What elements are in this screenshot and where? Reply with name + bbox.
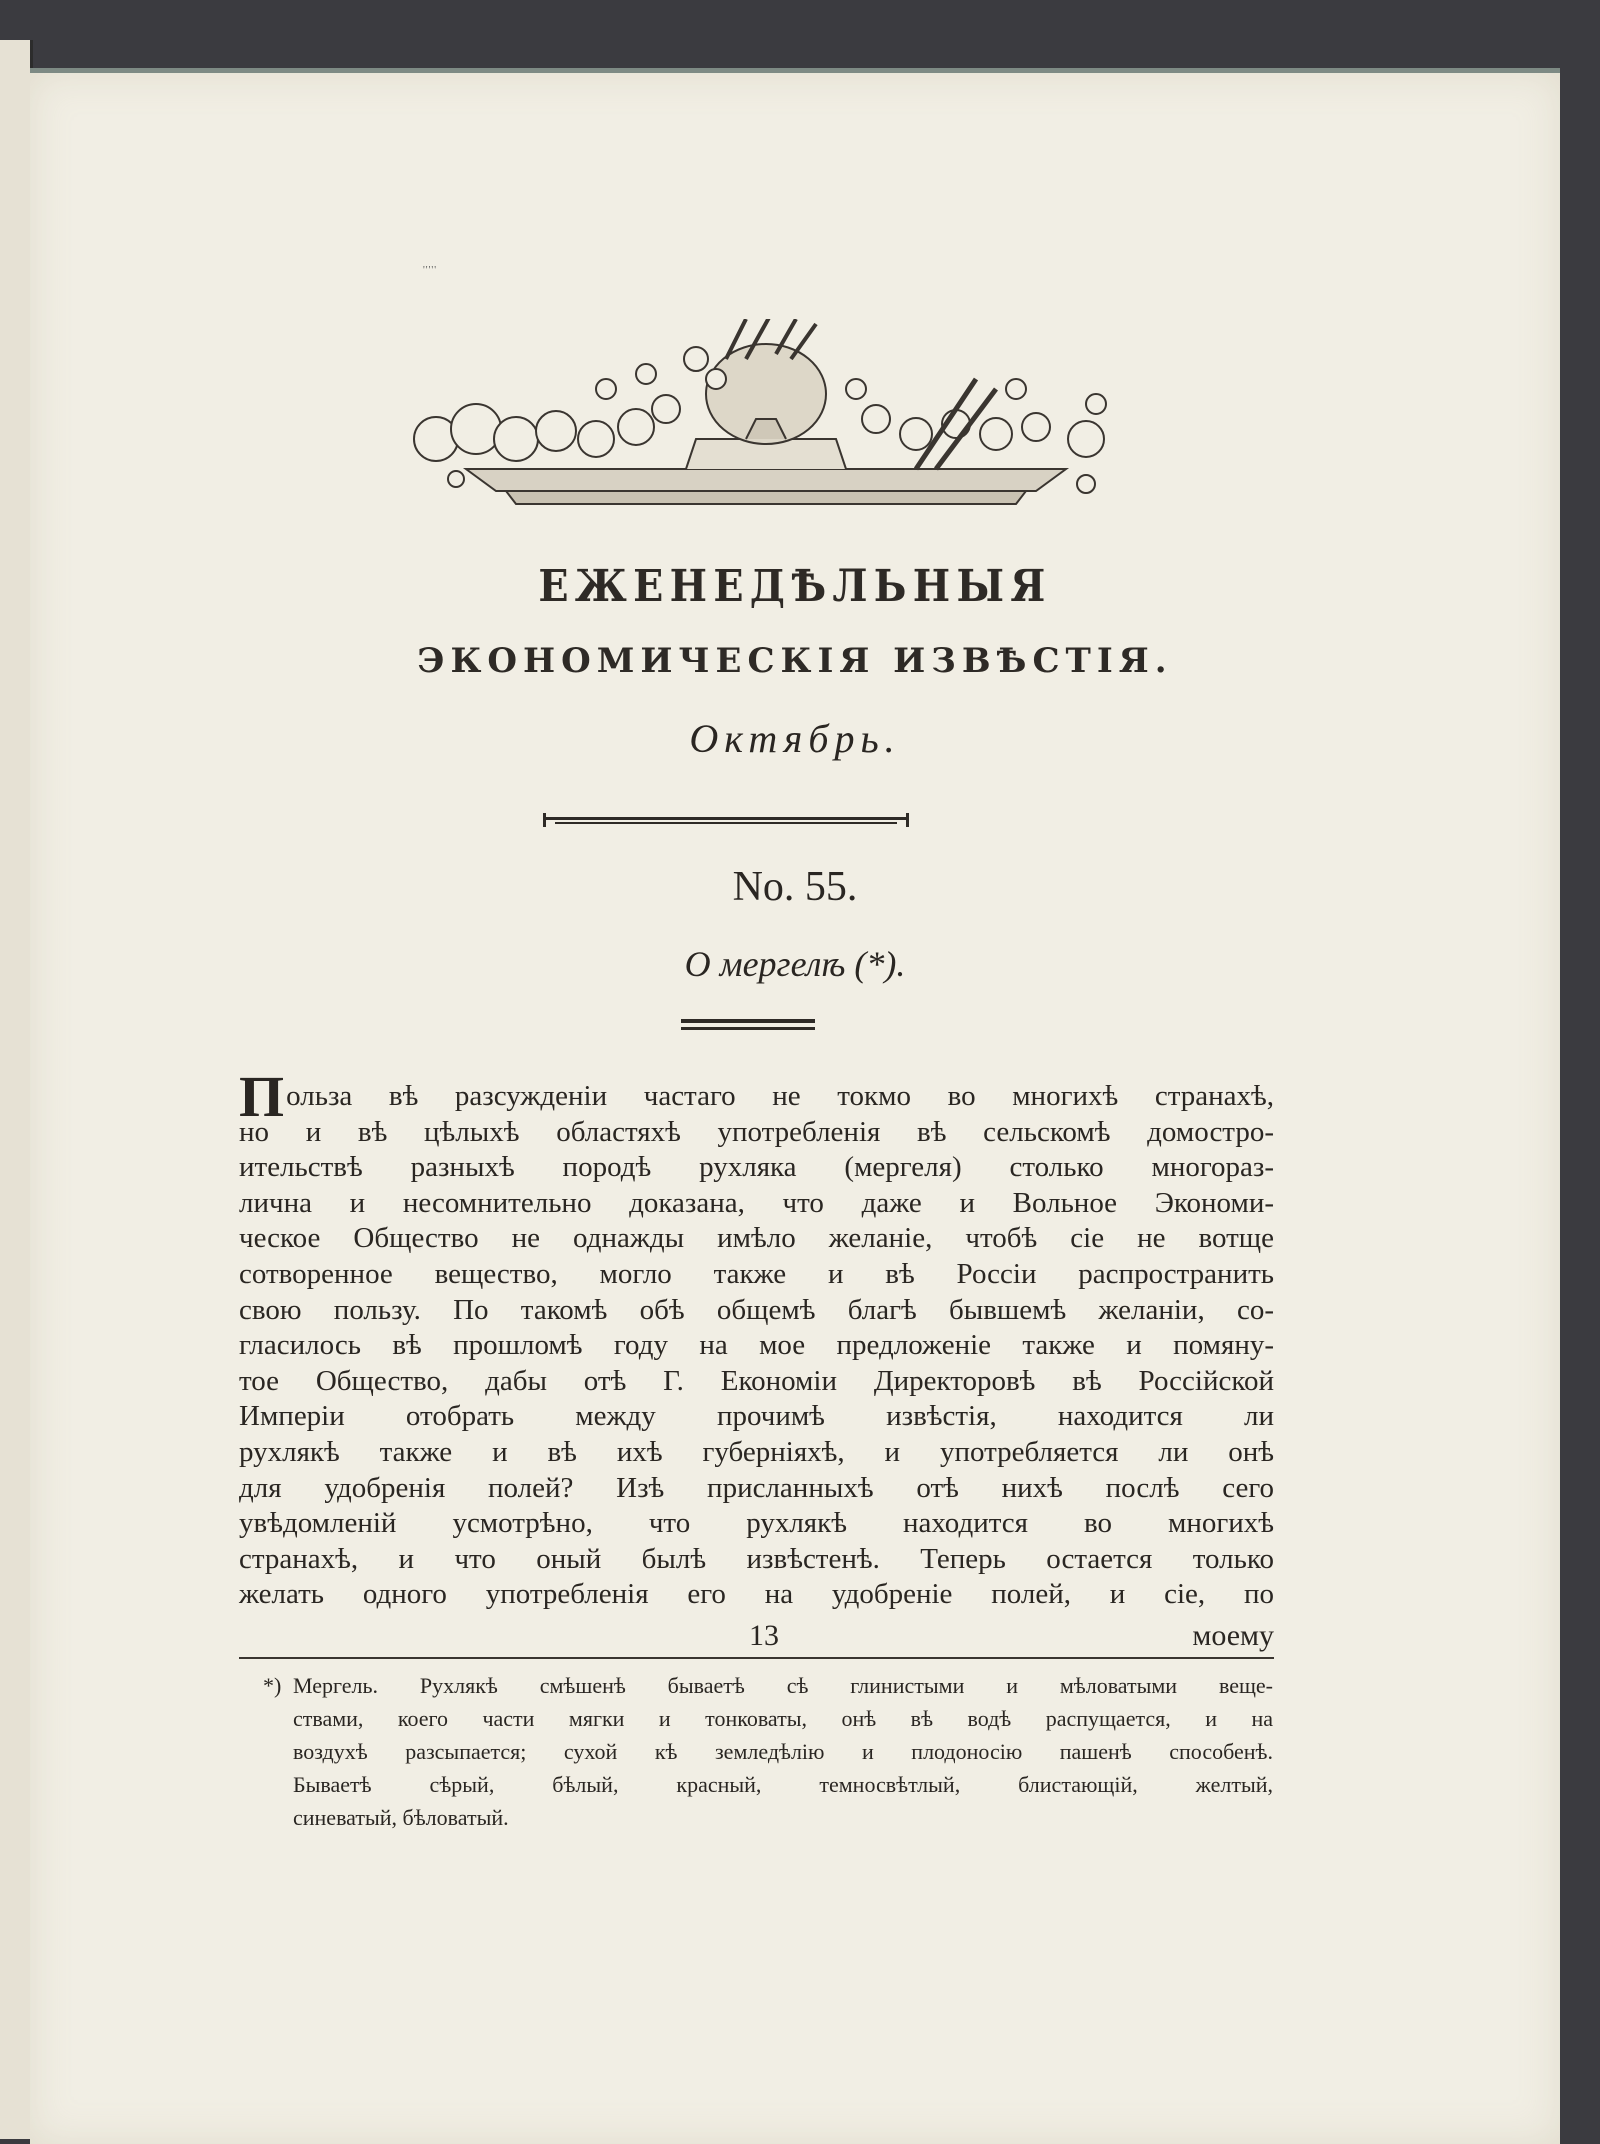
footnote-line: синеватый, бѣловатый. [293, 1805, 509, 1830]
body-line: для удобренія полей? Изѣ присланныхѣ отѣ нихѣ послѣ сего [239, 1471, 1274, 1504]
journal-title-line2: ЭКОНОМИЧЕСКІЯ ИЗВѢСТІЯ. [417, 641, 1173, 681]
body-line: гласилось вѣ прошломѣ году на мое предложеніе также и помяну- [239, 1329, 1274, 1362]
footnote-line: Бываетѣ сѣрый, бѣлый, красный, темносвѣтлый, блистающій, желтый, [293, 1772, 1273, 1797]
body-line: рухлякѣ также и вѣ ихѣ губерніяхѣ, и употребляется ли онѣ [239, 1435, 1274, 1468]
journal-title-line1: ЕЖЕНЕДѢЛЬНЫЯ [538, 561, 1052, 612]
body-line: но и вѣ цѣлыхѣ областяхѣ употребленія вѣ сельскомѣ домостро- [239, 1115, 1274, 1148]
footnote-rule [239, 1657, 1274, 1659]
page-footer [239, 1619, 1274, 1653]
body-line: желать одного употребленія его на удобреніе полей, и сіе, по [239, 1578, 1274, 1611]
issue-number: No. 55. [732, 864, 858, 910]
body-line [239, 1064, 1274, 1129]
footnote-line: воздухѣ разсыпается; сухой кѣ земледѣлію и плодоносію пашенѣ способенѣ. [293, 1739, 1273, 1764]
body-line: свою пользу. По такомѣ обѣ общемѣ благѣ бывшемѣ желаніи, со- [239, 1293, 1274, 1326]
issue-month: Октябрь. [689, 716, 901, 761]
body-line: ительствѣ разныхѣ породѣ рухляка (мергеля) столько многораз- [239, 1151, 1274, 1184]
body-line-text: ольза вѣ разсужденіи частаго не токмо во многихѣ странахѣ, [286, 1080, 1274, 1112]
decorative-double-rule [543, 813, 909, 827]
body-line: сотворенное вещество, могло также и вѣ Россіи распространить [239, 1257, 1274, 1290]
body-line: странахѣ, и что оный былѣ извѣстенѣ. Теперь остается только [239, 1542, 1274, 1575]
ornament-fruit-basket-vignette [396, 319, 1136, 519]
body-line: Имперіи отобрать между прочимѣ извѣстія, находится ли [239, 1400, 1274, 1433]
previous-page-edge [0, 40, 33, 2139]
footnote-line: ствами, коего части мягки и тонковаты, онѣ вѣ водѣ распущается, и на [293, 1706, 1273, 1731]
page-number: 13 [749, 1619, 779, 1652]
catchword: моему [1192, 1619, 1274, 1652]
body-line: тое Общество, дабы отѣ Г. Економіи Директоровѣ вѣ Россійской [239, 1364, 1274, 1397]
document-page [30, 68, 1560, 2144]
short-double-rule [681, 1019, 815, 1031]
article-body [239, 1064, 1274, 1613]
article-title: О мергелѣ (*). [684, 944, 906, 984]
body-line: увѣдомленій усмотрѣно, что рухлякѣ находится во многихѣ [239, 1507, 1274, 1540]
body-line: лична и несомнительно доказана, что даже и Вольное Экономи- [239, 1186, 1274, 1219]
drop-cap: П [239, 1064, 285, 1129]
footnote-line: Мергель. Рухлякѣ смѣшенѣ бываетѣ сѣ глинистыми и мѣловатыми веще- [293, 1673, 1273, 1698]
footnote-mark: *) [263, 1673, 282, 1698]
body-line: ческое Общество не однажды имѣло желаніе, чтобѣ сіе не вотще [239, 1222, 1274, 1255]
library-stamp-mark: ''''' [423, 265, 438, 276]
